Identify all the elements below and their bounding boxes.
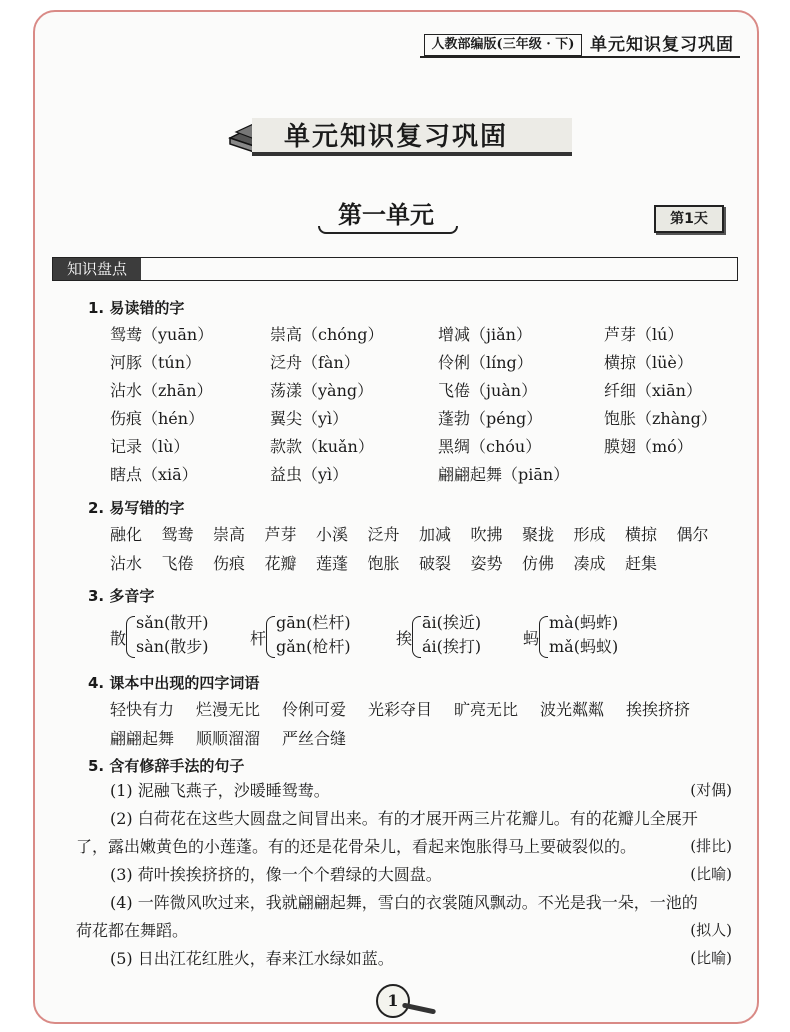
reading-2: gǎn(枪杆) xyxy=(276,637,351,656)
pinyin-cell: 黑绸（chóu） xyxy=(438,437,542,456)
pinyin-cell: 河豚（tún） xyxy=(110,353,202,372)
brace-icon xyxy=(412,616,421,658)
brace-icon xyxy=(539,616,548,658)
pinyin-cell: 沾水（zhān） xyxy=(110,381,213,400)
word-item: 饱胀 xyxy=(367,554,400,573)
reading-2: ái(挨打) xyxy=(422,637,482,656)
phrase-item: 波光粼粼 xyxy=(540,700,605,719)
pinyin-cell: 增减（jiǎn） xyxy=(438,325,532,344)
phrase-item: 伶俐可爱 xyxy=(282,700,347,719)
word-item: 姿势 xyxy=(470,554,503,573)
section-bar xyxy=(52,257,738,281)
word-item: 伤痕 xyxy=(213,554,246,573)
sentence-line: 荷花都在舞蹈。 xyxy=(76,921,189,940)
word-item: 飞倦 xyxy=(161,554,194,573)
section-label: 知识盘点 xyxy=(53,258,141,280)
running-title: 单元知识复习巩固 xyxy=(590,35,734,55)
section-4-heading: 4. 课本中出现的四字词语 xyxy=(88,674,260,692)
word-item: 赶集 xyxy=(625,554,658,573)
phrase-item: 光彩夺目 xyxy=(368,700,433,719)
banner-title: 单元知识复习巩固 xyxy=(284,122,509,152)
pinyin-cell: 记录（lù） xyxy=(110,437,190,456)
word-item: 破裂 xyxy=(419,554,452,573)
word-item: 横掠 xyxy=(625,525,658,544)
word-item: 小溪 xyxy=(316,525,349,544)
brace-icon xyxy=(266,616,275,658)
phrase-item: 烂漫无比 xyxy=(196,700,261,719)
reading-2: mǎ(蚂蚁) xyxy=(549,637,619,656)
pinyin-cell: 芦芽（lú） xyxy=(604,325,684,344)
pinyin-cell: 瞎点（xiā） xyxy=(110,465,198,484)
reading-1: sǎn(散开) xyxy=(136,613,209,632)
word-item: 沾水 xyxy=(110,554,143,573)
pinyin-cell: 翼尖（yì） xyxy=(270,409,349,428)
pinyin-cell: 伶俐（líng） xyxy=(438,353,533,372)
section-5-heading: 5. 含有修辞手法的句子 xyxy=(88,757,245,775)
phrase-item: 旷亮无比 xyxy=(454,700,519,719)
phrase-item: 挨挨挤挤 xyxy=(626,700,691,719)
word-item: 莲蓬 xyxy=(316,554,349,573)
polyphonic-char: 挨 xyxy=(396,629,413,648)
unit-title-underline xyxy=(318,226,458,234)
pinyin-cell: 饱胀（zhàng） xyxy=(604,409,717,428)
word-item: 鸳鸯 xyxy=(161,525,194,544)
pinyin-cell: 伤痕（hén） xyxy=(110,409,205,428)
sentence-line: (5) 日出江花红胜火，春来江水绿如蓝。 xyxy=(110,949,394,968)
pinyin-cell: 崇高（chóng） xyxy=(270,325,384,344)
phrase-item: 顺顺溜溜 xyxy=(196,729,261,748)
word-item: 花瓣 xyxy=(264,554,297,573)
word-item: 泛舟 xyxy=(367,525,400,544)
pinyin-cell: 益虫（yì） xyxy=(270,465,349,484)
header-rule xyxy=(420,56,740,58)
word-item: 形成 xyxy=(573,525,606,544)
word-item: 聚拢 xyxy=(522,525,555,544)
phrase-item: 严丝合缝 xyxy=(282,729,347,748)
section-1-heading: 1. 易读错的字 xyxy=(88,299,185,317)
pinyin-cell: 飞倦（juàn） xyxy=(438,381,538,400)
pinyin-cell: 蓬勃（péng） xyxy=(438,409,543,428)
word-item: 崇高 xyxy=(213,525,246,544)
rhetoric-tag: (对偶) xyxy=(690,781,732,799)
word-item: 融化 xyxy=(110,525,143,544)
sentence-line: (2) 白荷花在这些大圆盘之间冒出来。有的才展开两三片花瓣儿。有的花瓣儿全展开 xyxy=(110,809,698,828)
word-item: 吹拂 xyxy=(470,525,503,544)
pinyin-cell: 款款（kuǎn） xyxy=(270,437,374,456)
word-item: 芦芽 xyxy=(264,525,297,544)
section-2-heading: 2. 易写错的字 xyxy=(88,499,185,517)
sentence-line: (4) 一阵微风吹过来，我就翩翩起舞，雪白的衣裳随风飘动。不光是我一朵，一池的 xyxy=(110,893,698,912)
section-3-heading: 3. 多音字 xyxy=(88,587,155,605)
polyphonic-char: 蚂 xyxy=(523,629,540,648)
sentence-line: (3) 荷叶挨挨挤挤的，像一个个碧绿的大圆盘。 xyxy=(110,865,442,884)
reading-1: gān(栏杆) xyxy=(276,613,351,632)
phrase-item: 轻快有力 xyxy=(110,700,175,719)
pinyin-cell: 膜翅（mó） xyxy=(604,437,693,456)
edition-label: 人教部编版(三年级 · 下) xyxy=(424,34,582,56)
sentence-line: 了，露出嫩黄色的小莲蓬。有的还是花骨朵儿，看起来饱胀得马上要破裂似的。 xyxy=(76,837,637,856)
brace-icon xyxy=(126,616,135,658)
word-item: 凑成 xyxy=(573,554,606,573)
rhetoric-tag: (拟人) xyxy=(690,921,732,939)
pinyin-cell: 泛舟（fàn） xyxy=(270,353,360,372)
rhetoric-tag: (比喻) xyxy=(690,865,732,883)
rhetoric-tag: (比喻) xyxy=(690,949,732,967)
pinyin-cell: 鸳鸯（yuān） xyxy=(110,325,214,344)
phrase-item: 翩翩起舞 xyxy=(110,729,175,748)
polyphonic-char: 散 xyxy=(110,629,127,648)
reading-2: sàn(散步) xyxy=(136,637,209,656)
pinyin-cell: 翩翩起舞（piān） xyxy=(438,465,570,484)
pinyin-cell: 荡漾（yàng） xyxy=(270,381,374,400)
page-number: 1 xyxy=(376,984,410,1018)
sentence-line: (1) 泥融飞燕子，沙暖睡鸳鸯。 xyxy=(110,781,330,800)
word-item: 加减 xyxy=(419,525,452,544)
polyphonic-char: 杆 xyxy=(250,629,267,648)
day-badge: 第1天 xyxy=(654,205,724,233)
reading-1: mà(蚂蚱) xyxy=(549,613,619,632)
word-item: 仿佛 xyxy=(522,554,555,573)
word-item: 偶尔 xyxy=(676,525,709,544)
pinyin-cell: 纤细（xiān） xyxy=(604,381,702,400)
rhetoric-tag: (排比) xyxy=(690,837,732,855)
reading-1: āi(挨近) xyxy=(422,613,482,632)
pinyin-cell: 横掠（lüè） xyxy=(604,353,693,372)
unit-title: 第一单元 xyxy=(338,201,434,229)
